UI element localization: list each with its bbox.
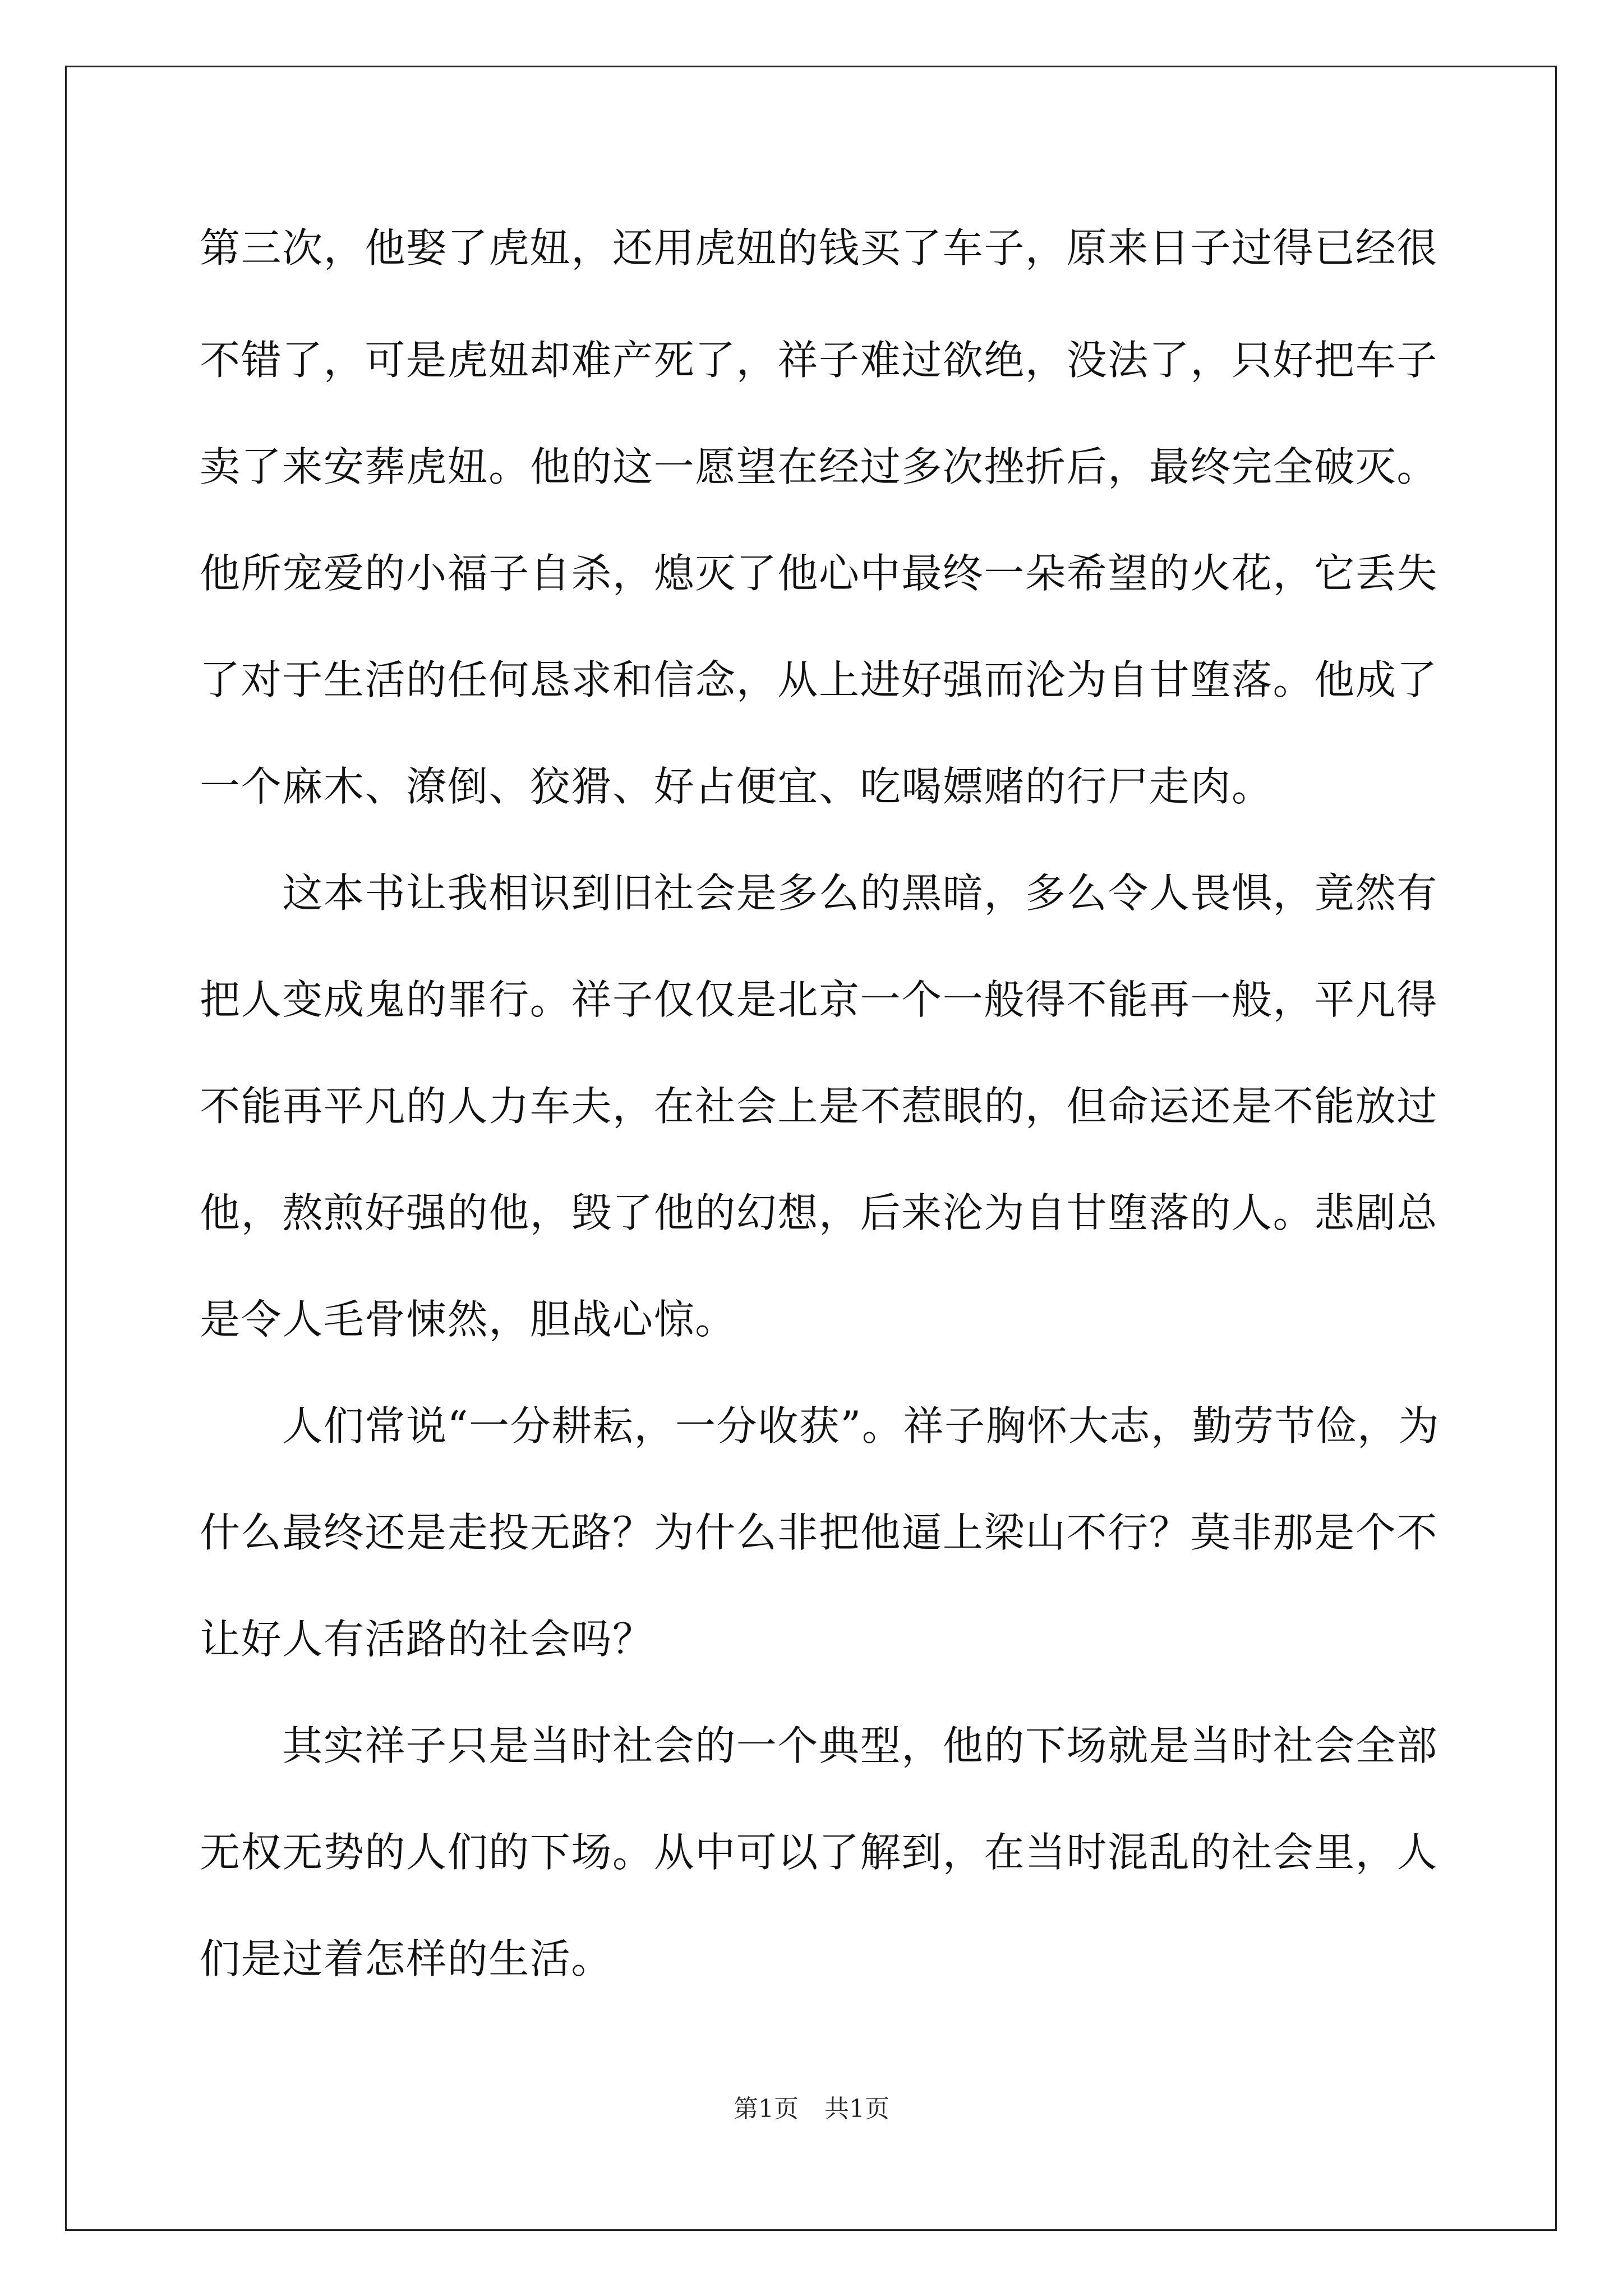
- text-line: 其实祥子只是当时社会的一个典型，他的下场就是当时社会全部: [200, 1722, 1438, 1769]
- text-line: 了对于生活的任何恳求和信念，从上进好强而沦为自甘堕落。他成了: [200, 656, 1438, 703]
- text-line: 不错了，可是虎妞却难产死了，祥子难过欲绝，没法了，只好把车子: [200, 337, 1438, 384]
- text-line: 不能再平凡的人力车夫，在社会上是不惹眼的，但命运还是不能放过: [200, 1083, 1438, 1130]
- text-line: 把人变成鬼的罪行。祥子仅仅是北京一个一般得不能再一般，平凡得: [200, 976, 1438, 1023]
- text-line: 这本书让我相识到旧社会是多么的黑暗，多么令人畏惧，竟然有: [200, 869, 1438, 917]
- text-line: 让好人有活路的社会吗？: [200, 1616, 654, 1663]
- text-line: 人们常说“一分耕耘，一分收获”。祥子胸怀大志，勤劳节俭，为: [200, 1402, 1440, 1450]
- text-line: 第三次，他娶了虎妞，还用虎妞的钱买了车子，原来日子过得已经很: [200, 224, 1438, 272]
- text-line: 他，熬煎好强的他，毁了他的幻想，后来沦为自甘堕落的人。悲剧总: [200, 1189, 1438, 1236]
- text-line: 什么最终还是走投无路？为什么非把他逼上梁山不行？莫非那是个不: [200, 1509, 1438, 1556]
- text-line: 无权无势的人们的下场。从中可以了解到，在当时混乱的社会里，人: [200, 1829, 1438, 1876]
- text-line: 他所宠爱的小福子自杀，熄灭了他心中最终一朵希望的火花，它丢失: [200, 550, 1438, 597]
- text-line: 们是过着怎样的生活。: [200, 1935, 613, 1982]
- page-number: 第1页: [734, 2095, 799, 2123]
- page-footer: [0, 2092, 1623, 2126]
- text-line: 是令人毛骨悚然，胆战心惊。: [200, 1296, 736, 1343]
- page-total: 共1页: [824, 2095, 889, 2123]
- text-line: 一个麻木、潦倒、狡猾、好占便宜、吃喝嫖赌的行尸走肉。: [200, 763, 1273, 810]
- text-line: 卖了来安葬虎妞。他的这一愿望在经过多次挫折后，最终完全破灭。: [200, 443, 1438, 490]
